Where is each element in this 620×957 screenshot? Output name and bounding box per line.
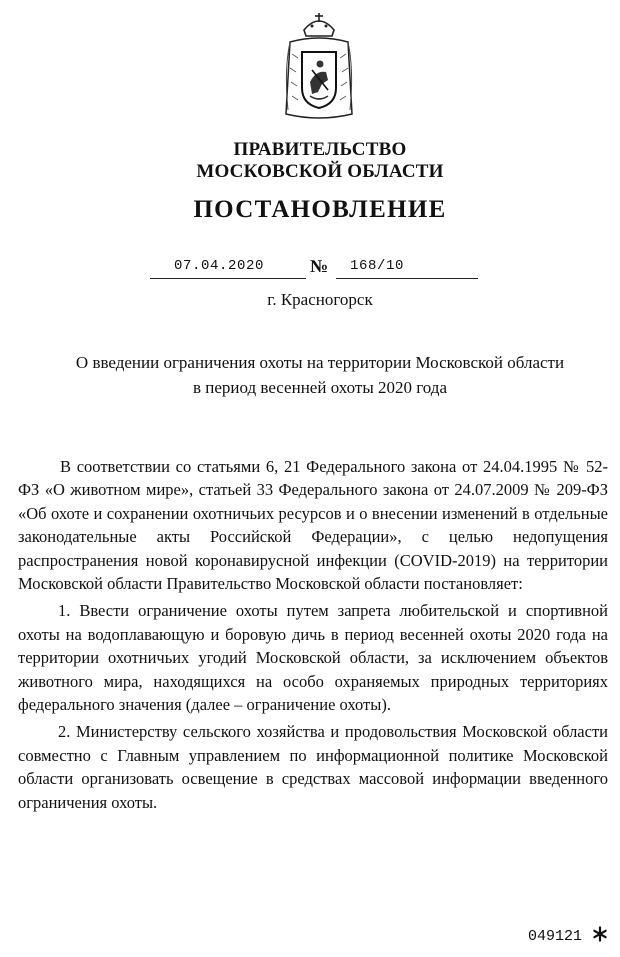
document-number: 168/10 <box>350 258 405 274</box>
document-title <box>40 350 600 400</box>
item-1-paragraph: 1. Ввести ограничение охоты путем запрета любительской и спортивной охоты на водоплавающую и боровую дичь в период весенней охоты 2020 года на территории охотничьих угодий Московской области, за исключением объектов животного мира, находящихся на особо охраняемых природных территориях федерального значения (далее – ограничение охоты). <box>18 601 608 715</box>
title-line1: О введении ограничения охоты на территории Московской области <box>75 353 565 372</box>
org-name-line2: МОСКОВСКОЙ ОБЛАСТИ <box>196 161 444 182</box>
serial-number: 049121 <box>528 928 583 945</box>
org-name-line1: ПРАВИТЕЛЬСТВО <box>233 139 407 160</box>
number-sign: № <box>310 256 329 276</box>
item-2-paragraph: 2. Министерству сельского хозяйства и продовольствия Московской области совместно с Главным управлением по информационной политике Московской области организовать освещение в средствах массовой информации введенного ограничения охоты. <box>18 722 608 812</box>
asterisk-icon <box>592 926 608 942</box>
document-body <box>18 455 608 818</box>
moscow-oblast-coat-of-arms-icon <box>282 10 356 122</box>
preamble-paragraph: В соответствии со статьями 6, 21 Федерального закона от 24.04.1995 № 52-ФЗ «О животном мире», статьей 33 Федерального закона от 24.07.2009 № 209-ФЗ «Об охоте и сохранении охотничьих ресурсов и о внесении изменений в отдельные законодательные акты Российской Федерации», с целью недопущения распространения новой коронавирусной инфекции (COVID-2019) на территории Московской области Правительство Московской области постановляет: <box>18 457 608 594</box>
document-type-heading: ПОСТАНОВЛЕНИЕ <box>193 196 447 223</box>
document-date: 07.04.2020 <box>174 258 265 274</box>
document-city: г. Красногорск <box>267 290 373 309</box>
title-line2: в период весенней охоты 2020 года <box>192 378 448 397</box>
